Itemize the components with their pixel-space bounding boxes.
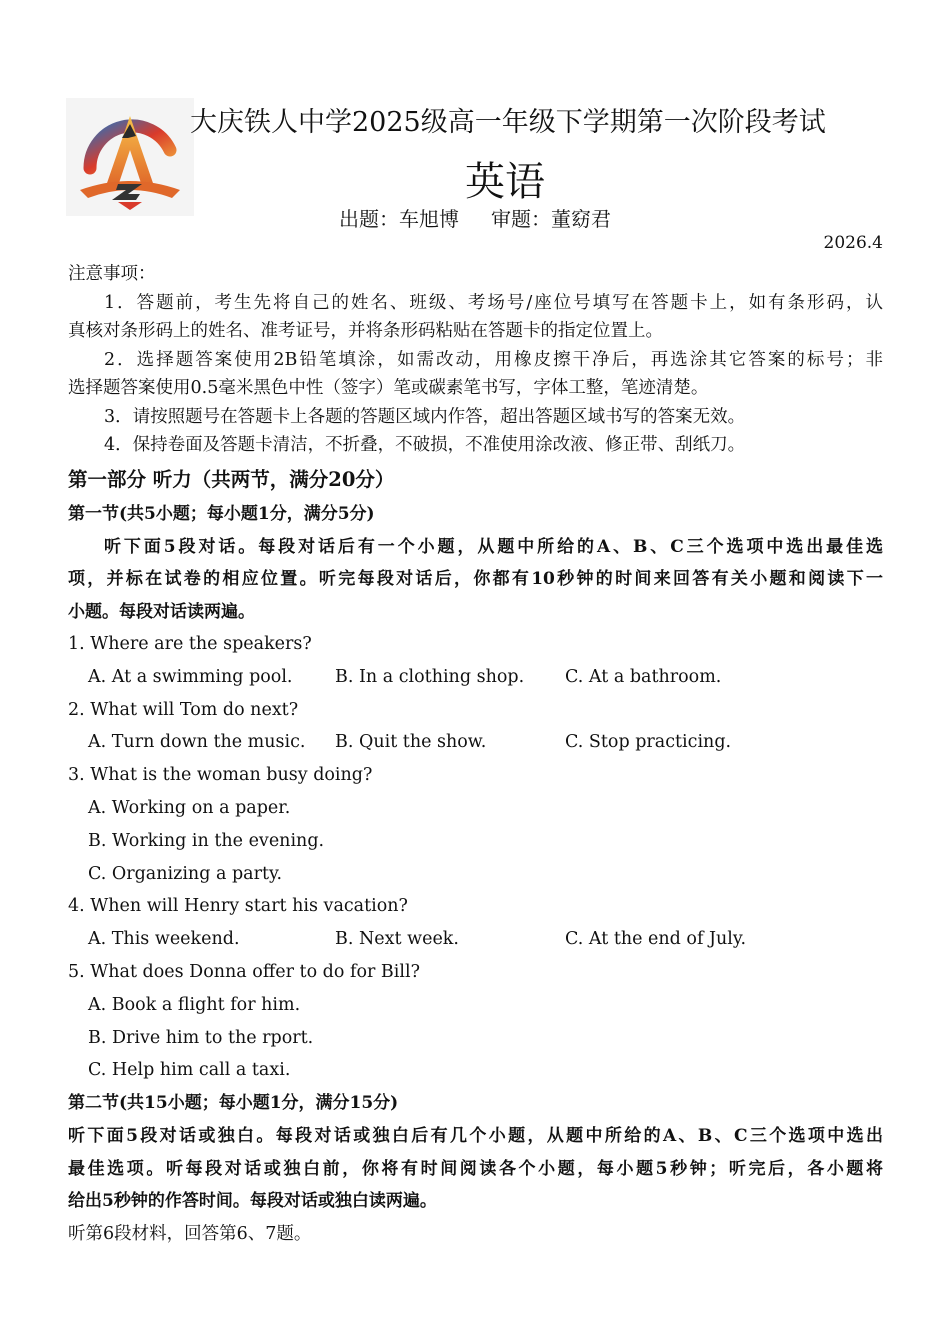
option-a: A. At a swimming pool. bbox=[88, 666, 293, 687]
note-line: 4．保持卷面及答题卡清洁，不折叠，不破损，不准使用涂改液、修正带、刮纸刀。 bbox=[104, 435, 746, 455]
notes-heading: 注意事项： bbox=[68, 264, 156, 284]
part-one-title: 第一部分 听力（共两节，满分20分） bbox=[68, 467, 395, 491]
option-a: A. Working on a paper. bbox=[88, 797, 291, 818]
setter: 出题：车旭博 bbox=[339, 207, 459, 231]
note-line: 3．请按照题号在答题卡上各题的答题区域内作答，超出答题区域书写的答案无效。 bbox=[104, 406, 746, 427]
options-row bbox=[68, 726, 883, 759]
options-row bbox=[68, 923, 883, 956]
option-a: A. Book a flight for him. bbox=[88, 994, 301, 1015]
option-b: B. In a clothing shop. bbox=[335, 666, 525, 687]
option-b: B. Working in the evening. bbox=[88, 830, 325, 851]
authors-line bbox=[0, 203, 950, 232]
section-instructions: 小题。每段对话读两遍。 bbox=[68, 601, 255, 622]
section-instructions: 给出5秒钟的作答时间。每段对话或独白读两遍。 bbox=[68, 1191, 437, 1212]
note-line: 真核对条形码上的姓名、准考证号，并将条形码粘贴在答题卡的指定位置上。 bbox=[68, 321, 663, 341]
option-b: B. Quit the show. bbox=[335, 732, 487, 753]
option-c: C. Help him call a taxi. bbox=[88, 1060, 291, 1081]
material-note: 听第6段材料，回答第6、7题。 bbox=[68, 1223, 312, 1244]
section-instructions: 最佳选项。听每段对话或独白前，你将有时间阅读各个小题，每小题5秒钟；听完后，各小题将 bbox=[68, 1158, 883, 1179]
option-c: C. Organizing a party. bbox=[88, 863, 283, 884]
option-c: C. At the end of July. bbox=[565, 929, 747, 950]
section-instructions: 项，并标在试卷的相应位置。听完每段对话后，你都有10秒钟的时间来回答有关小题和阅读下一 bbox=[68, 569, 883, 589]
option-b: B. Next week. bbox=[335, 929, 459, 950]
exam-date: 2026.4 bbox=[823, 233, 883, 253]
reviewer: 审题：董窈君 bbox=[491, 207, 611, 231]
question-stem: 2. What will Tom do next? bbox=[68, 699, 299, 720]
question-stem: 3. What is the woman busy doing? bbox=[68, 765, 373, 786]
exam-title: 大庆铁人中学2025级高一年级下学期第一次阶段考试 bbox=[190, 107, 826, 138]
exam-content bbox=[68, 260, 883, 1250]
section-instructions: 听下面5段对话。每段对话后有一个小题，从题中所给的A、B、C三个选项中选出最佳选 bbox=[104, 536, 883, 557]
note-line: 选择题答案使用0.5毫米黑色中性（签字）笔或碳素笔书写，字体工整，笔迹清楚。 bbox=[68, 378, 709, 398]
option-a: A. Turn down the music. bbox=[88, 732, 306, 753]
options-row bbox=[68, 661, 883, 694]
section-two-title: 第二节(共15小题；每小题1分，满分15分) bbox=[68, 1093, 399, 1114]
question-stem: 1. Where are the speakers? bbox=[68, 634, 312, 654]
section-instructions: 听下面5段对话或独白。每段对话或独白后有几个小题，从题中所给的A、B、C三个选项中选出 bbox=[68, 1126, 883, 1147]
section-one-title: 第一节(共5小题；每小题1分，满分5分) bbox=[68, 503, 375, 524]
question-stem: 5. What does Donna offer to do for Bill? bbox=[68, 961, 420, 982]
option-c: C. At a bathroom. bbox=[565, 666, 722, 687]
option-b: B. Drive him to the rport. bbox=[88, 1027, 314, 1048]
question-stem: 4. When will Henry start his vacation? bbox=[68, 896, 408, 917]
note-line: 1．答题前，考生先将自己的姓名、班级、考场号/座位号填写在答题卡上，如有条形码，认 bbox=[104, 292, 883, 313]
subject-title: 英语 bbox=[465, 159, 545, 205]
option-a: A. This weekend. bbox=[88, 929, 240, 950]
option-c: C. Stop practicing. bbox=[565, 732, 732, 753]
note-line: 2．选择题答案使用2B铅笔填涂，如需改动，用橡皮擦干净后，再选涂其它答案的标号；非 bbox=[104, 349, 883, 370]
